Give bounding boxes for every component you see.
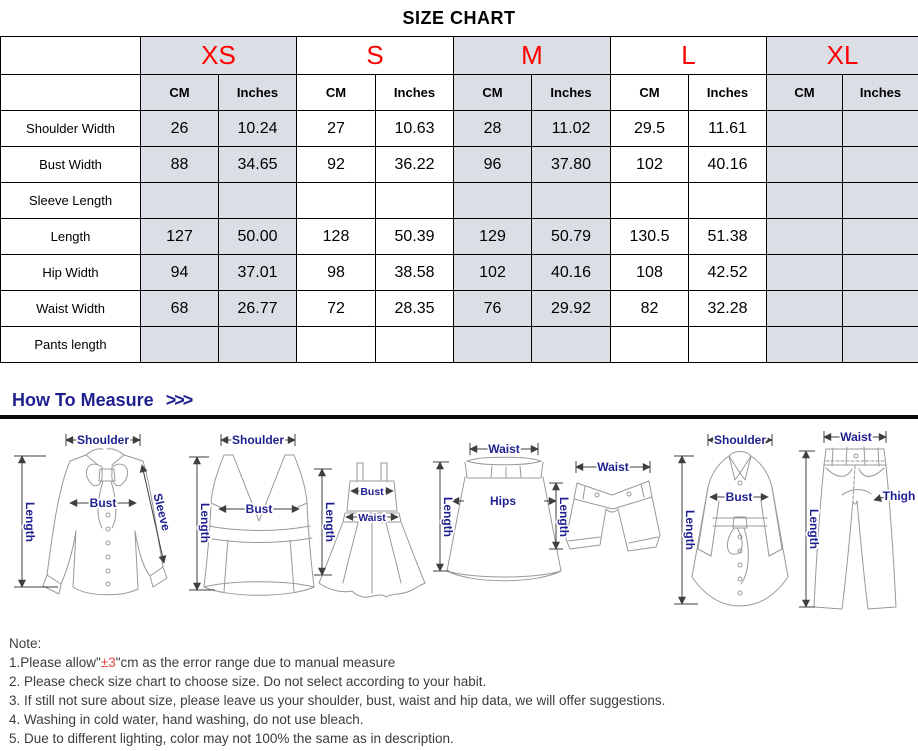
value-cell: 36.22 <box>376 147 454 183</box>
measurement-diagrams <box>0 425 918 625</box>
value-cell <box>611 327 689 363</box>
value-cell: 50.39 <box>376 219 454 255</box>
waist-label: Waist <box>358 512 386 524</box>
length-label: Length <box>323 502 337 542</box>
value-cell <box>767 255 843 291</box>
value-cell <box>376 183 454 219</box>
value-cell: 42.52 <box>689 255 767 291</box>
corner-cell-2 <box>1 75 141 111</box>
shoulder-label: Shoulder <box>231 433 285 447</box>
value-cell <box>843 219 918 255</box>
thigh-curve <box>842 490 871 495</box>
bust-label: Bust <box>725 490 753 504</box>
value-cell: 88 <box>141 147 219 183</box>
value-cell: 11.02 <box>532 111 611 147</box>
unit-cell: Inches <box>843 75 918 111</box>
value-cell: 37.01 <box>219 255 297 291</box>
skirt-waistband <box>465 457 543 478</box>
button-dot <box>738 591 742 595</box>
coat-body <box>692 456 788 606</box>
vest-details <box>204 503 314 592</box>
value-cell: 72 <box>297 291 376 327</box>
skirt-drawing <box>433 442 561 581</box>
note-line-4: 4. Washing in cold water, hand washing, do not use bleach. <box>9 712 364 727</box>
value-cell: 10.24 <box>219 111 297 147</box>
note-line-2: 2. Please check size chart to choose size. Do not select according to your habit. <box>9 674 487 689</box>
value-cell: 50.79 <box>532 219 611 255</box>
value-cell: 29.5 <box>611 111 689 147</box>
corner-cell <box>1 37 141 75</box>
button-dot <box>627 492 631 496</box>
length-label: Length <box>807 509 821 549</box>
value-cell: 68 <box>141 291 219 327</box>
value-cell <box>843 327 918 363</box>
value-cell: 26 <box>141 111 219 147</box>
value-cell <box>689 183 767 219</box>
value-cell: 28 <box>454 111 532 147</box>
value-cell <box>141 183 219 219</box>
table-row <box>1 183 918 219</box>
length-label: Length <box>198 503 212 543</box>
value-cell <box>843 111 918 147</box>
unit-cell: Inches <box>532 75 611 111</box>
hips-label: Hips <box>489 494 517 508</box>
row-label: Pants length <box>1 327 141 363</box>
value-cell <box>532 183 611 219</box>
value-cell: 38.58 <box>376 255 454 291</box>
table-row <box>1 147 918 183</box>
table-row <box>1 255 918 291</box>
value-cell <box>767 327 843 363</box>
value-cell <box>843 147 918 183</box>
note-1-pre: 1.Please allow" <box>9 655 101 670</box>
unit-cell: CM <box>454 75 532 111</box>
shoulder-label: Shoulder <box>713 433 767 447</box>
coat-drawing <box>674 433 788 606</box>
pants-waistband <box>824 447 886 466</box>
value-cell: 128 <box>297 219 376 255</box>
thigh-label: Thigh <box>882 489 916 503</box>
row-label: Shoulder Width <box>1 111 141 147</box>
table-row <box>1 111 918 147</box>
value-cell: 10.63 <box>376 111 454 147</box>
unit-cell: Inches <box>376 75 454 111</box>
button-dot <box>106 569 110 573</box>
table-row <box>1 219 918 255</box>
length-label: Length <box>557 497 571 537</box>
value-cell <box>219 327 297 363</box>
size-header-row <box>1 37 918 75</box>
row-label: Bust Width <box>1 147 141 183</box>
value-cell <box>454 327 532 363</box>
blouse-outline <box>47 455 163 595</box>
value-cell <box>454 183 532 219</box>
button-dot <box>106 555 110 559</box>
value-cell <box>767 291 843 327</box>
size-header-s: S <box>297 37 454 75</box>
value-cell <box>219 183 297 219</box>
value-cell: 27 <box>297 111 376 147</box>
triple-chevron-icon: >>> <box>165 390 192 410</box>
value-cell <box>767 147 843 183</box>
value-cell: 40.16 <box>532 255 611 291</box>
value-cell: 96 <box>454 147 532 183</box>
value-cell <box>141 327 219 363</box>
bust-label: Bust <box>245 502 273 516</box>
value-cell: 102 <box>611 147 689 183</box>
table-row <box>1 291 918 327</box>
value-cell <box>297 327 376 363</box>
size-header-m: M <box>454 37 611 75</box>
row-label: Waist Width <box>1 291 141 327</box>
value-cell: 40.16 <box>689 147 767 183</box>
blouse-cuffs <box>43 567 167 594</box>
unit-cell: Inches <box>689 75 767 111</box>
button-dot <box>854 454 858 458</box>
value-cell: 108 <box>611 255 689 291</box>
row-label: Sleeve Length <box>1 183 141 219</box>
value-cell: 82 <box>611 291 689 327</box>
value-cell: 32.28 <box>689 291 767 327</box>
waist-label: Waist <box>840 430 872 444</box>
row-label: Length <box>1 219 141 255</box>
note-line-3: 3. If still not sure about size, please leave us your shoulder, bust, waist and hip data, we will offer suggestions. <box>9 693 666 708</box>
dress-straps <box>357 463 387 482</box>
shorts-drawing <box>549 460 660 551</box>
value-cell <box>767 219 843 255</box>
blouse-collar <box>86 449 124 465</box>
row-label: Hip Width <box>1 255 141 291</box>
waist-label: Waist <box>597 460 629 474</box>
button-dot <box>106 527 110 531</box>
vest-drawing <box>189 433 314 595</box>
value-cell <box>767 183 843 219</box>
pants-drawing <box>799 430 915 609</box>
value-cell <box>843 291 918 327</box>
value-cell <box>376 327 454 363</box>
value-cell: 28.35 <box>376 291 454 327</box>
value-cell <box>689 327 767 363</box>
value-cell: 92 <box>297 147 376 183</box>
unit-cell: CM <box>297 75 376 111</box>
size-header-l: L <box>611 37 767 75</box>
vest-outline <box>204 455 314 595</box>
value-cell: 94 <box>141 255 219 291</box>
value-cell <box>611 183 689 219</box>
page-title: SIZE CHART <box>402 8 516 28</box>
value-cell: 11.61 <box>689 111 767 147</box>
value-cell: 29.92 <box>532 291 611 327</box>
value-cell: 127 <box>141 219 219 255</box>
table-row <box>1 327 918 363</box>
coat-collar <box>729 452 751 481</box>
value-cell: 130.5 <box>611 219 689 255</box>
unit-cell: CM <box>767 75 843 111</box>
unit-cell: CM <box>141 75 219 111</box>
button-dot <box>106 541 110 545</box>
value-cell <box>767 111 843 147</box>
value-cell: 76 <box>454 291 532 327</box>
value-cell: 37.80 <box>532 147 611 183</box>
button-dot <box>595 493 599 497</box>
value-cell: 102 <box>454 255 532 291</box>
unit-cell: Inches <box>219 75 297 111</box>
value-cell: 98 <box>297 255 376 291</box>
unit-cell: CM <box>611 75 689 111</box>
pants-legs <box>814 465 896 609</box>
how-to-measure-heading <box>12 390 918 411</box>
notes-heading: Note: <box>9 636 42 651</box>
value-cell: 129 <box>454 219 532 255</box>
sleeve-label: Sleeve <box>150 491 174 533</box>
size-header-xl: XL <box>767 37 918 75</box>
divider-rule <box>0 415 918 419</box>
coat-belt <box>713 517 767 584</box>
button-dot <box>106 582 110 586</box>
skirt-body <box>447 477 561 581</box>
length-label: Length <box>23 502 37 542</box>
note-1-tolerance: ±3 <box>100 655 116 670</box>
length-label: Length <box>683 510 697 550</box>
note-line-5: 5. Due to different lighting, color may not 100% the same as in description. <box>9 731 454 746</box>
shorts-waistband <box>574 481 652 509</box>
value-cell: 26.77 <box>219 291 297 327</box>
how-to-measure-text: How To Measure <box>12 390 154 410</box>
value-cell: 50.00 <box>219 219 297 255</box>
dress-drawing <box>314 463 425 597</box>
button-dot <box>738 563 742 567</box>
note-1-post: "cm as the error range due to manual measure <box>115 655 396 670</box>
bust-label: Bust <box>360 486 384 498</box>
size-header-xs: XS <box>141 37 297 75</box>
unit-header-row <box>1 75 918 111</box>
value-cell <box>532 327 611 363</box>
pants-stitching <box>826 461 884 499</box>
button-dot <box>738 481 742 485</box>
note-line-1 <box>9 653 918 672</box>
waist-label: Waist <box>488 442 520 456</box>
value-cell <box>843 183 918 219</box>
button-dot <box>106 513 110 517</box>
bust-label: Bust <box>89 496 117 510</box>
value-cell: 34.65 <box>219 147 297 183</box>
value-cell: 51.38 <box>689 219 767 255</box>
size-chart-table <box>0 36 918 363</box>
shoulder-label: Shoulder <box>76 433 130 447</box>
value-cell <box>843 255 918 291</box>
length-label: Length <box>441 497 455 537</box>
button-dot <box>738 577 742 581</box>
value-cell <box>297 183 376 219</box>
shorts-legs <box>566 497 660 551</box>
blouse-drawing <box>14 433 173 595</box>
notes-section <box>0 625 918 748</box>
